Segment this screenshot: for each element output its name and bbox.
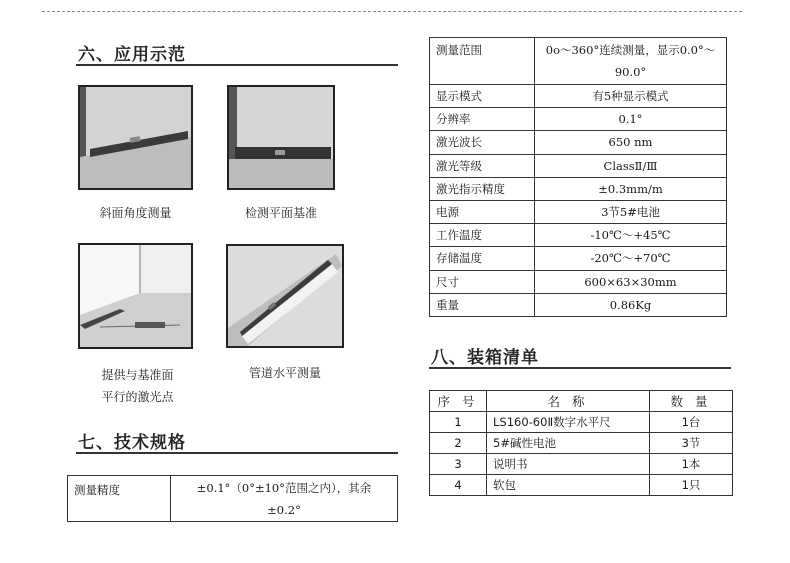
spec-row	[430, 177, 727, 200]
section-7-title: 七、技术规格	[78, 433, 186, 453]
accuracy-value-line2: ±0.2°	[267, 502, 301, 517]
spec-label: 分辨率	[430, 108, 535, 131]
accuracy-label: 测量精度	[68, 476, 171, 522]
spec-value	[535, 38, 727, 85]
caption-laser-dot-line2: 平行的激光点	[101, 390, 174, 404]
packing-header-no: 序 号	[430, 391, 487, 412]
packing-no: 2	[430, 433, 487, 454]
spec-label: 尺寸	[430, 270, 535, 293]
packing-no: 1	[430, 412, 487, 433]
caption-pipe-level: 管道水平测量	[248, 366, 321, 380]
section-7-rule	[76, 452, 398, 454]
section-6-title: 六、应用示范	[78, 45, 186, 65]
table-row	[430, 433, 733, 454]
photo-laser-dot	[78, 243, 193, 349]
spec-label: 测量范围	[430, 38, 535, 85]
spec-row	[430, 85, 727, 108]
section-8-rule	[429, 367, 731, 369]
packing-header-name: 名 称	[487, 391, 650, 412]
spec-label: 重量	[430, 293, 535, 316]
spec-row	[430, 270, 727, 293]
spec-label: 显示模式	[430, 85, 535, 108]
packing-name: 软包	[487, 475, 650, 496]
spec-row	[430, 154, 727, 177]
section-8-title: 八、装箱清单	[431, 348, 539, 368]
spec-row	[430, 131, 727, 154]
accuracy-table	[67, 475, 398, 522]
packing-header-row	[430, 391, 733, 412]
spec-row	[430, 38, 727, 85]
spec-label: 激光波长	[430, 131, 535, 154]
accuracy-value	[171, 476, 398, 522]
spec-row	[430, 108, 727, 131]
packing-no: 3	[430, 454, 487, 475]
packing-table	[429, 390, 733, 496]
table-row	[430, 475, 733, 496]
photo-slope-angle	[78, 85, 193, 190]
packing-no: 4	[430, 475, 487, 496]
spec-label: 激光指示精度	[430, 177, 535, 200]
spec-value: 600×63×30mm	[535, 270, 727, 293]
packing-name: 说明书	[487, 454, 650, 475]
caption-laser-dot-line1: 提供与基准面	[101, 368, 174, 382]
packing-header-qty: 数 量	[650, 391, 733, 412]
spec-value-line1: 0o～360°连续测量，显示0.0°～	[545, 43, 716, 57]
photo-plane-reference	[227, 85, 335, 190]
spec-value: ±0.3mm/m	[535, 177, 727, 200]
packing-name: 5#碱性电池	[487, 433, 650, 454]
packing-qty: 1只	[650, 475, 733, 496]
packing-name: LS160-60Ⅱ数字水平尺	[487, 412, 650, 433]
spec-value: 0.1°	[535, 108, 727, 131]
spec-value: 3节5#电池	[535, 200, 727, 223]
caption-plane-reference: 检测平面基准	[244, 206, 317, 220]
table-row	[430, 454, 733, 475]
spec-row	[430, 200, 727, 223]
spec-table	[429, 37, 727, 317]
accuracy-row	[68, 476, 398, 522]
top-dashed-divider	[42, 11, 742, 12]
spec-label: 激光等级	[430, 154, 535, 177]
spec-value-line2: 90.0°	[614, 65, 647, 79]
spec-value: 650 nm	[535, 131, 727, 154]
spec-value: -20℃～+70℃	[535, 247, 727, 270]
spec-label: 存储温度	[430, 247, 535, 270]
packing-qty: 1本	[650, 454, 733, 475]
section-6-rule	[76, 64, 398, 66]
accuracy-value-line1: ±0.1°（0°±10°范围之内），其余	[196, 480, 372, 495]
spec-row	[430, 293, 727, 316]
packing-qty: 1台	[650, 412, 733, 433]
spec-label: 电源	[430, 200, 535, 223]
spec-value: 0.86Kg	[535, 293, 727, 316]
spec-row	[430, 247, 727, 270]
spec-value: 有5种显示模式	[535, 85, 727, 108]
spec-value: -10℃～+45℃	[535, 224, 727, 247]
spec-label: 工作温度	[430, 224, 535, 247]
table-row	[430, 412, 733, 433]
photo-pipe-level	[226, 244, 344, 348]
spec-value: ClassⅡ/Ⅲ	[535, 154, 727, 177]
packing-qty: 3节	[650, 433, 733, 454]
spec-row	[430, 224, 727, 247]
caption-slope-angle: 斜面角度测量	[99, 206, 172, 220]
